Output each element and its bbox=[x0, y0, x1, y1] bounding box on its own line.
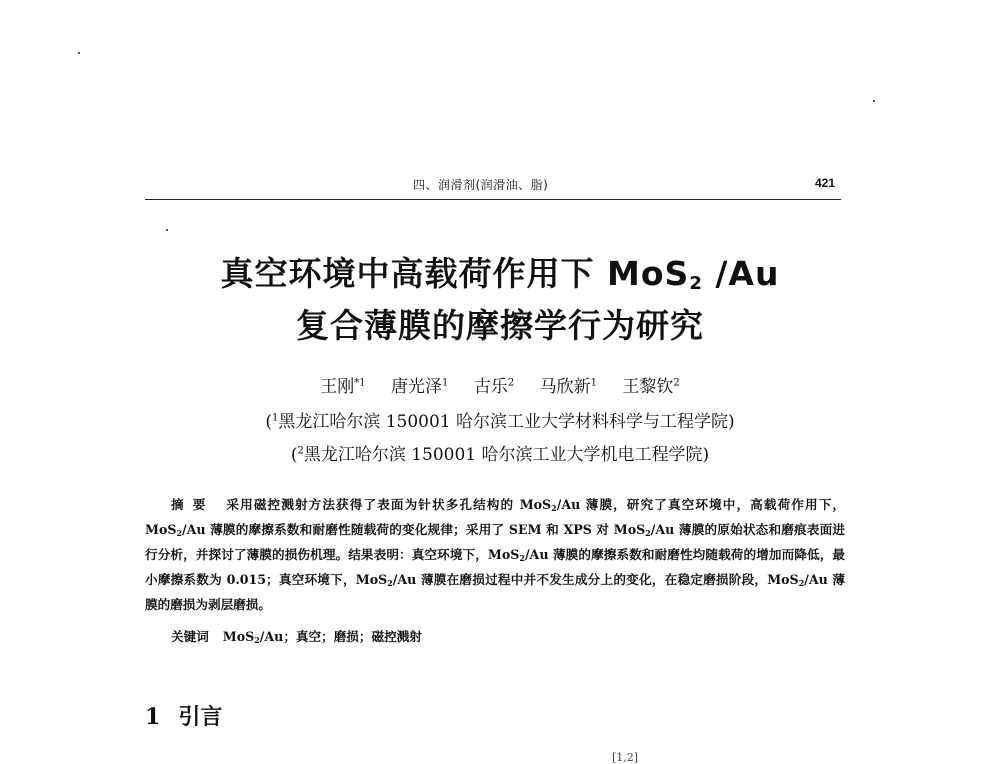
author: 古乐$^2$ bbox=[473, 377, 515, 397]
scan-speck bbox=[78, 52, 80, 54]
affiliation: ($^2$黑龙江哈尔滨 150001 哈尔滨工业大学机电工程学院) bbox=[290, 445, 710, 465]
author: 王刚$^{*1}$ bbox=[320, 377, 366, 397]
abstract-label: 摘要 bbox=[171, 497, 215, 512]
scan-speck bbox=[166, 229, 168, 231]
author: 马欣新$^1$ bbox=[539, 377, 597, 397]
affiliation: ($^1$黑龙江哈尔滨 150001 哈尔滨工业大学材料科学与工程学院) bbox=[265, 412, 735, 432]
running-header bbox=[145, 174, 835, 196]
cut-off-citation: [1,2] bbox=[612, 751, 639, 764]
abstract: 摘要 采用磁控溅射方法获得了表面为针状多孔结构的 MoS$_2$/Au 薄膜，研究了真空环境中，高载荷作用下，MoS$_2$/Au 薄膜的摩擦系数和耐磨性随载荷的变化规律；采用了 SEM 和 XPS 对 MoS$_2$/Au 薄膜的原始状态和磨痕表面进行分析，并探讨了薄膜的损伤机理。结果表明：真空环境下，MoS$_2$/Au 薄膜的摩擦系数和耐磨性均随载荷的增加而降低，最小摩擦系数为 0.015；真空环境下，MoS$_2$/Au 薄膜在磨损过程中并不发生成分上的变化，在稳定磨损阶段，MoS$_2$/Au 薄膜的磨损为剥层磨损。 bbox=[145, 497, 846, 612]
keywords: 关键词 MoS$_2$/Au；真空；磨损；磁控溅射 bbox=[171, 629, 422, 645]
section-heading bbox=[145, 700, 222, 731]
author-list bbox=[140, 372, 860, 397]
author: 王黎钦$^2$ bbox=[622, 377, 680, 397]
running-title: 四、润滑剂(润滑油、脂) bbox=[413, 178, 549, 192]
keywords-label: 关键词 bbox=[171, 629, 209, 644]
section-number: 1 bbox=[145, 704, 161, 730]
section-title: 引言 bbox=[178, 705, 223, 730]
page-number: 421 bbox=[814, 176, 835, 190]
scan-speck bbox=[873, 100, 875, 102]
author: 唐光泽$^1$ bbox=[391, 377, 449, 397]
header-rule bbox=[145, 199, 841, 200]
paper-title-line-1: 真空环境中高载荷作用下 MoS$_2$ /Au bbox=[220, 254, 780, 294]
paper-title-line-2: 复合薄膜的摩擦学行为研究 bbox=[296, 306, 704, 345]
